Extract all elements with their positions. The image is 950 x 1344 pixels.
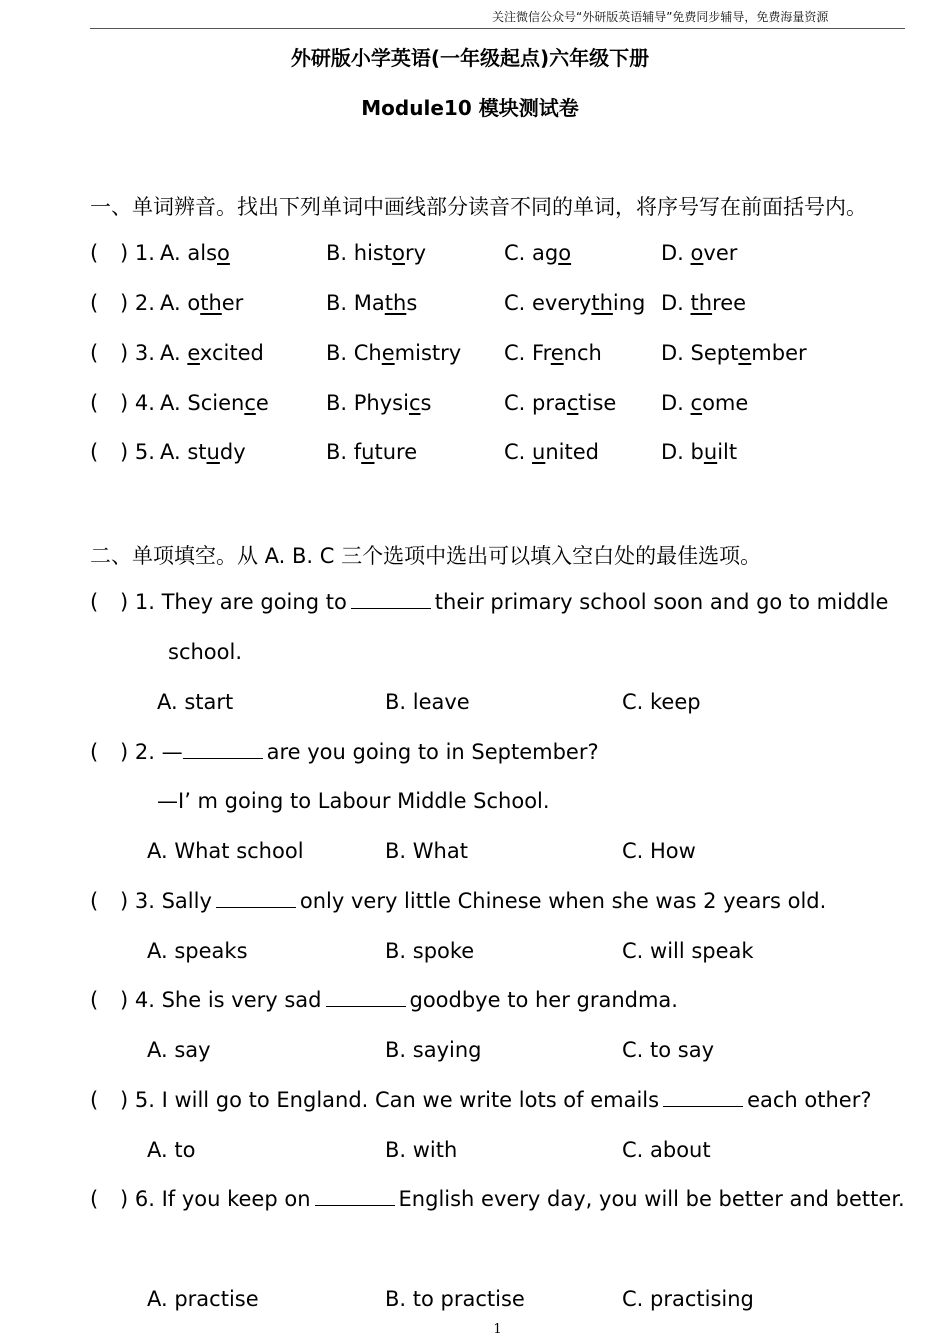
question-suffix: English every day, you will be better and better. (398, 1187, 905, 1211)
option-before: Ma (353, 291, 385, 315)
option-a (160, 440, 246, 464)
page-subtitle: Module10 模块测试卷 (361, 96, 579, 120)
option-label: C. (504, 391, 533, 415)
option-label: A. (160, 241, 188, 265)
answer-paren: ( (90, 291, 99, 315)
option-underlined: o (690, 241, 704, 265)
question-prefix: ) 2. — (120, 740, 183, 764)
question-number: ) 4. (120, 391, 155, 415)
option-before: every (532, 291, 592, 315)
option-d (661, 241, 737, 265)
option-before: Fr (532, 341, 551, 365)
header-note: 关注微信公众号“外研版英语辅导”免费同步辅导，免费海量资源 (492, 10, 829, 24)
question-text (120, 1088, 872, 1112)
option-underlined: u (532, 440, 546, 464)
option-label: A. (160, 440, 188, 464)
option-underlined: c (408, 391, 421, 415)
option-label: D. (661, 291, 691, 315)
question-suffix: are you going to in September? (266, 740, 599, 764)
option-before: hist (353, 241, 393, 265)
option-label: D. (661, 241, 691, 265)
option-b (326, 241, 426, 265)
question-prefix: ) 1. They are going to (120, 590, 347, 614)
option-after: e (255, 391, 269, 415)
option-a: A. to (147, 1138, 196, 1162)
option-underlined: e (187, 341, 200, 365)
option-label: B. (326, 440, 354, 464)
option-before: Sept (690, 341, 739, 365)
option-before: o (187, 291, 201, 315)
option-label: B. (326, 291, 354, 315)
option-underlined: u (361, 440, 375, 464)
answer-paren: ( (90, 1088, 99, 1112)
option-c (504, 241, 571, 265)
option-before: Scien (187, 391, 245, 415)
option-before: st (187, 440, 207, 464)
option-underlined: u (206, 440, 220, 464)
question-suffix: each other? (747, 1088, 872, 1112)
option-label: A. (160, 391, 188, 415)
option-underlined: e (738, 341, 752, 365)
option-before: ag (532, 241, 559, 265)
answer-blank (216, 889, 296, 908)
option-underlined: c (244, 391, 256, 415)
question-text (120, 889, 826, 913)
option-after: er (221, 291, 244, 315)
option-underlined: e (381, 341, 395, 365)
option-a: A. speaks (147, 939, 248, 963)
question-prefix: ) 6. If you keep on (120, 1187, 311, 1211)
header-divider (90, 28, 905, 29)
option-a (160, 241, 230, 265)
answer-blank (183, 740, 263, 759)
option-c: C. to say (622, 1038, 715, 1062)
option-c: C. How (622, 839, 696, 863)
answer-paren: ( (90, 341, 99, 365)
section1-heading: 一、单词辨音。找出下列单词中画线部分读音不同的单词，将序号写在前面括号内。 (90, 195, 867, 219)
option-after: ture (374, 440, 418, 464)
question-number: ) 2. (120, 291, 155, 315)
question-text (120, 988, 678, 1012)
option-b (326, 341, 461, 365)
option-before: f (353, 440, 362, 464)
option-label: B. (326, 241, 354, 265)
option-label: C. (504, 341, 533, 365)
option-c (504, 440, 599, 464)
option-underlined: u (703, 440, 718, 464)
option-b: B. What (385, 839, 468, 863)
question-suffix: goodbye to her grandma. (409, 988, 678, 1012)
option-after: nited (545, 440, 599, 464)
option-after: ing (612, 291, 646, 315)
option-a: A. start (157, 690, 234, 714)
option-before: als (187, 241, 218, 265)
option-label: A. (160, 291, 188, 315)
question-suffix: their primary school soon and go to middle (434, 590, 889, 614)
option-after: s (420, 391, 432, 415)
answer-paren: ( (90, 988, 99, 1012)
option-d (661, 391, 748, 415)
option-after: ry (404, 241, 427, 265)
question-text (120, 740, 599, 764)
option-underlined: th (384, 291, 407, 315)
option-b: B. to practise (385, 1287, 525, 1311)
question-prefix: ) 3. Sally (120, 889, 212, 913)
question-continuation: school. (168, 640, 243, 664)
option-a: A. practise (147, 1287, 259, 1311)
option-label: B. (326, 391, 354, 415)
option-d (661, 291, 746, 315)
option-after: ilt (717, 440, 738, 464)
page-title: 外研版小学英语(一年级起点)六年级下册 (290, 46, 650, 70)
option-after: s (406, 291, 418, 315)
option-a: A. What school (147, 839, 304, 863)
question-number: ) 1. (120, 241, 155, 265)
question-suffix: only very little Chinese when she was 2 years old. (299, 889, 827, 913)
option-underlined: o (392, 241, 405, 265)
option-d (661, 341, 807, 365)
answer-blank (326, 988, 406, 1007)
answer-paren: ( (90, 740, 99, 764)
option-b: B. leave (385, 690, 470, 714)
option-c (504, 391, 616, 415)
option-b: B. spoke (385, 939, 475, 963)
answer-paren: ( (90, 241, 99, 265)
option-underlined: c (690, 391, 703, 415)
option-c: C. keep (622, 690, 701, 714)
option-after: tise (578, 391, 617, 415)
option-label: D. (661, 341, 691, 365)
option-c (504, 291, 645, 315)
question-number: ) 5. (120, 440, 155, 464)
answer-blank (663, 1088, 743, 1107)
answer-paren: ( (90, 391, 99, 415)
option-before: pra (532, 391, 567, 415)
answer-blank (351, 590, 431, 609)
answer-paren: ( (90, 889, 99, 913)
option-underlined: o (217, 241, 230, 265)
option-before: b (690, 440, 704, 464)
option-underlined: e (550, 341, 564, 365)
option-underlined: th (200, 291, 222, 315)
option-label: B. (326, 341, 354, 365)
answer-paren: ( (90, 440, 99, 464)
option-underlined: c (566, 391, 579, 415)
option-label: A. (160, 341, 188, 365)
page-number: 1 (493, 1322, 502, 1337)
question-number: ) 3. (120, 341, 155, 365)
option-b (326, 291, 417, 315)
option-c: C. about (622, 1138, 711, 1162)
dialogue-answer: —I’ m going to Labour Middle School. (157, 789, 550, 813)
option-underlined: th (690, 291, 713, 315)
option-b (326, 440, 417, 464)
option-before: Ch (353, 341, 382, 365)
option-a: A. say (147, 1038, 211, 1062)
option-label: D. (661, 391, 691, 415)
option-label: C. (504, 241, 533, 265)
question-prefix: ) 4. She is very sad (120, 988, 322, 1012)
option-after: mber (751, 341, 807, 365)
option-label: C. (504, 440, 533, 464)
option-b: B. saying (385, 1038, 482, 1062)
option-before: Physi (353, 391, 409, 415)
question-text (120, 1187, 905, 1211)
option-d (661, 440, 737, 464)
option-a (160, 291, 243, 315)
option-after: mistry (394, 341, 462, 365)
option-after: nch (563, 341, 602, 365)
option-after: xcited (199, 341, 264, 365)
option-after: ver (703, 241, 738, 265)
option-b (326, 391, 431, 415)
answer-blank (315, 1187, 395, 1206)
option-label: C. (504, 291, 533, 315)
option-c (504, 341, 602, 365)
option-label: D. (661, 440, 691, 464)
option-c: C. will speak (622, 939, 754, 963)
question-text (120, 590, 888, 614)
option-b: B. with (385, 1138, 458, 1162)
option-underlined: th (591, 291, 613, 315)
answer-paren: ( (90, 1187, 99, 1211)
option-a (160, 341, 264, 365)
option-underlined: o (558, 241, 572, 265)
option-a (160, 391, 269, 415)
option-after: dy (219, 440, 246, 464)
answer-paren: ( (90, 590, 99, 614)
option-after: ree (712, 291, 747, 315)
option-after: ome (702, 391, 749, 415)
section2-heading: 二、单项填空。从 A. B. C 三个选项中选出可以填入空白处的最佳选项。 (90, 544, 762, 568)
question-prefix: ) 5. I will go to England. Can we write lots of emails (120, 1088, 660, 1112)
option-c: C. practising (622, 1287, 754, 1311)
